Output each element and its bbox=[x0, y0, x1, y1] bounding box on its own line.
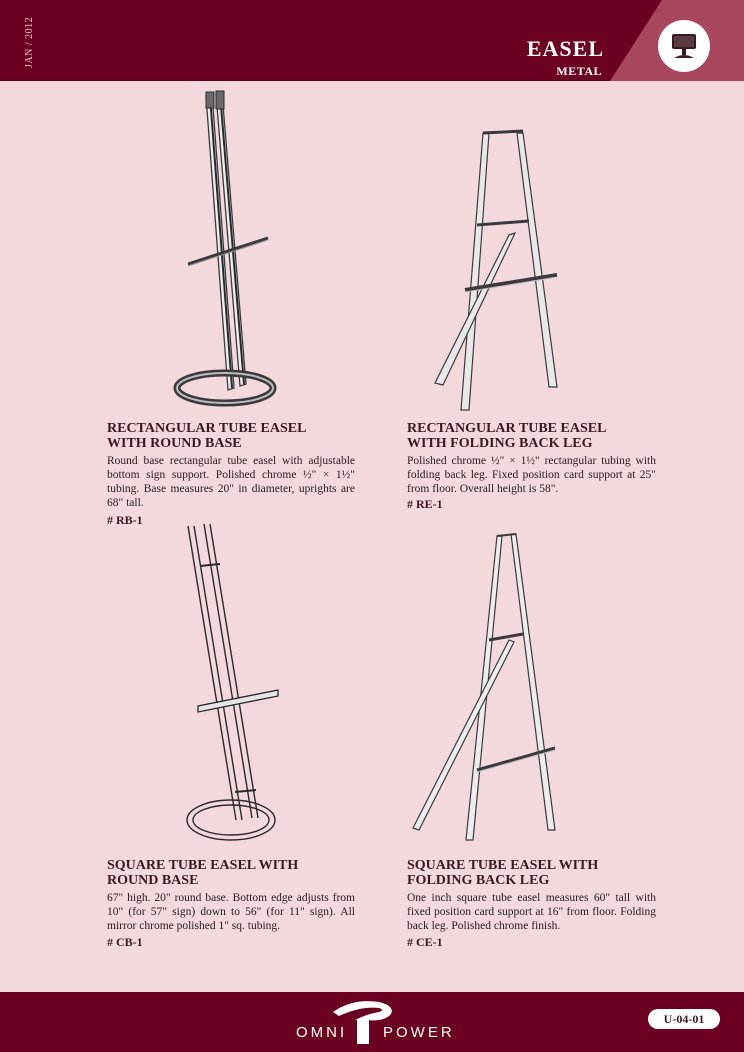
product-name-re-1 bbox=[407, 421, 606, 451]
product-name-line: RECTANGULAR TUBE EASEL bbox=[107, 421, 307, 436]
product-image-cb-1 bbox=[180, 520, 280, 850]
product-name-line: WITH FOLDING BACK LEG bbox=[407, 436, 593, 451]
product-name-line: ROUND BASE bbox=[107, 873, 199, 888]
product-description-cb-1: 67" high. 20" round base. Bottom edge adjusts from 10" (for 57" sign) down to 56" (for 11" sign). All mirror chrome polished 1" sq. tubing. bbox=[107, 892, 355, 932]
product-name-ce-1 bbox=[407, 858, 598, 888]
category-badge bbox=[658, 20, 710, 72]
product-name-rb-1 bbox=[107, 421, 306, 451]
page-subtitle: METAL bbox=[556, 64, 602, 78]
date-label: JAN / 2012 bbox=[24, 16, 35, 68]
product-code-cb-1: # CB-1 bbox=[107, 935, 143, 949]
product-description-re-1: Polished chrome ½" × 1½" rectangular tubing with folding back leg. Fixed position card support at 25" from floor. Overall height is 58". bbox=[407, 455, 656, 495]
product-name-line: RECTANGULAR TUBE EASEL bbox=[407, 421, 607, 436]
product-image-ce-1 bbox=[405, 530, 570, 850]
product-name-line: SQUARE TUBE EASEL WITH bbox=[107, 858, 299, 873]
product-name-line: FOLDING BACK LEG bbox=[407, 873, 550, 888]
product-name-line: SQUARE TUBE EASEL WITH bbox=[407, 858, 599, 873]
easel-board-icon bbox=[668, 30, 700, 62]
product-image-re-1 bbox=[425, 125, 575, 415]
product-image-rb-1 bbox=[170, 88, 280, 413]
product-description-ce-1: One inch square tube easel measures 60" tall with fixed position card support at 16" from floor. Folding back leg. Polished chrome finish. bbox=[407, 892, 656, 932]
page-title: EASEL bbox=[526, 36, 604, 61]
product-name-line: WITH ROUND BASE bbox=[107, 436, 242, 451]
logo-text-omni: OMNI bbox=[296, 1024, 348, 1041]
page-code-badge: U-04-01 bbox=[648, 1009, 720, 1029]
product-code-ce-1: # CE-1 bbox=[407, 935, 443, 949]
product-code-rb-1: # RB-1 bbox=[107, 513, 143, 527]
header-accent bbox=[0, 0, 744, 81]
product-code-re-1: # RE-1 bbox=[407, 497, 443, 511]
logo-text-power: POWER bbox=[383, 1024, 455, 1041]
product-name-cb-1 bbox=[107, 858, 298, 888]
product-description-rb-1: Round base rectangular tube easel with adjustable bottom sign support. Polished chrome ½" × 1½" tubing. Base measures 20" in diameter, uprights are 68" tall. bbox=[107, 455, 355, 509]
